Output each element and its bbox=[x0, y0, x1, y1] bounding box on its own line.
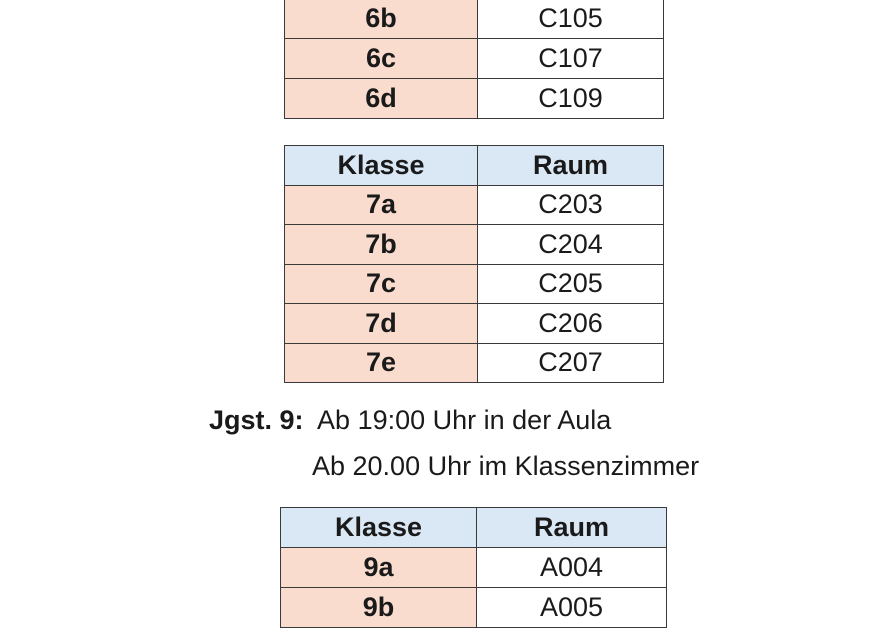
class-cell: 9b bbox=[281, 588, 477, 628]
room-cell: C204 bbox=[478, 225, 664, 265]
room-cell: C206 bbox=[478, 304, 664, 344]
class-cell: 7b bbox=[285, 225, 478, 265]
column-header-raum: Raum bbox=[477, 508, 667, 548]
room-cell: C203 bbox=[478, 185, 664, 225]
room-cell: C105 bbox=[478, 0, 664, 39]
class-cell: 6b bbox=[285, 0, 478, 39]
room-cell: C107 bbox=[478, 39, 664, 79]
table-header-row bbox=[285, 146, 664, 186]
grade-9-classroom-time: Ab 20.00 Uhr im Klassenzimmer bbox=[312, 451, 700, 481]
class-cell: 7c bbox=[285, 264, 478, 304]
table-row bbox=[285, 39, 664, 79]
table-row bbox=[285, 264, 664, 304]
grade-9-label: Jgst. 9: bbox=[209, 405, 304, 435]
table-row bbox=[285, 304, 664, 344]
room-table-grade-9 bbox=[280, 507, 667, 628]
class-cell: 6c bbox=[285, 39, 478, 79]
grade-9-schedule bbox=[209, 402, 611, 438]
class-cell: 7d bbox=[285, 304, 478, 344]
room-cell: C109 bbox=[478, 79, 664, 119]
column-header-klasse: Klasse bbox=[281, 508, 477, 548]
room-cell: C205 bbox=[478, 264, 664, 304]
class-cell: 7e bbox=[285, 343, 478, 383]
table-row bbox=[285, 185, 664, 225]
table-row bbox=[285, 0, 664, 39]
table-header-row bbox=[281, 508, 667, 548]
table-row bbox=[285, 225, 664, 265]
class-cell: 9a bbox=[281, 548, 477, 588]
class-cell: 7a bbox=[285, 185, 478, 225]
column-header-klasse: Klasse bbox=[285, 146, 478, 186]
class-cell: 6d bbox=[285, 79, 478, 119]
room-table-grade-6 bbox=[284, 0, 664, 119]
table-row bbox=[285, 79, 664, 119]
room-table-grade-7 bbox=[284, 145, 664, 383]
table-row bbox=[285, 343, 664, 383]
column-header-raum: Raum bbox=[478, 146, 664, 186]
grade-9-aula-time: Ab 19:00 Uhr in der Aula bbox=[317, 405, 612, 435]
room-cell: C207 bbox=[478, 343, 664, 383]
room-cell: A005 bbox=[477, 588, 667, 628]
table-row bbox=[281, 588, 667, 628]
room-cell: A004 bbox=[477, 548, 667, 588]
table-row bbox=[281, 548, 667, 588]
